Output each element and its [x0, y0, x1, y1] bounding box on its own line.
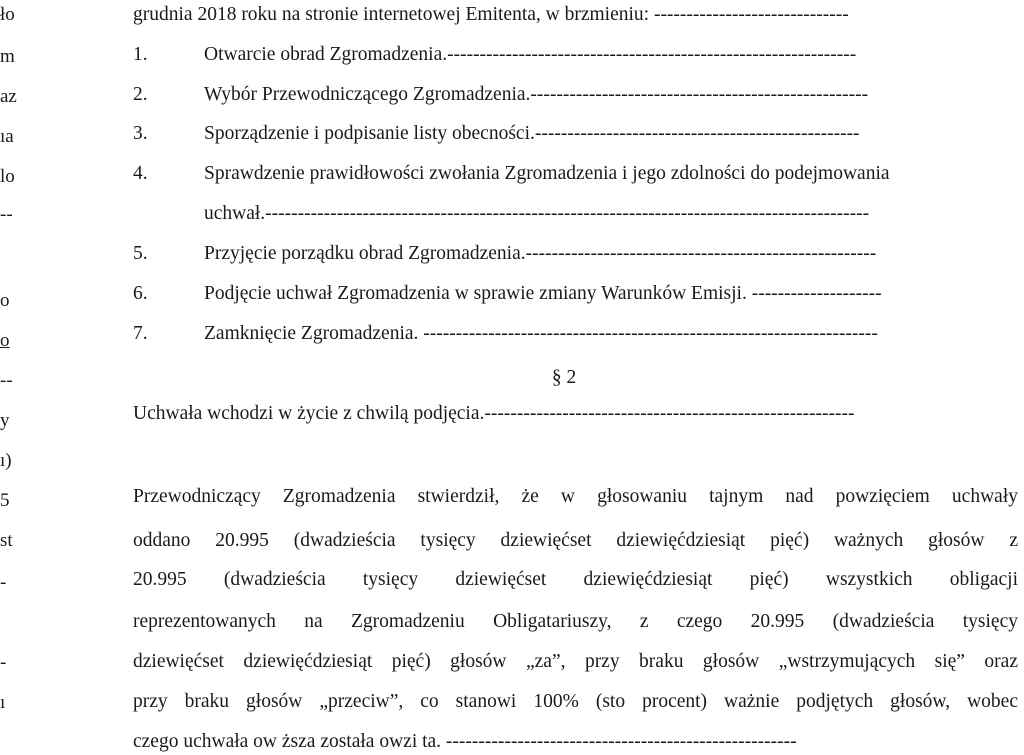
paragraph-line [133, 691, 1018, 713]
paragraph-line: czego uchwała ow ższa została owzi ta. ------------------------------------------------------ [133, 731, 797, 752]
margin-fragment: -- [0, 204, 13, 225]
paragraph-line [133, 486, 1018, 508]
agenda-item-number: 6. [133, 283, 148, 304]
agenda-item-text: Przyjęcie porządku obrad Zgromadzenia.------------------------------------------------------ [204, 243, 877, 264]
section-heading: § 2 [551, 367, 577, 388]
paragraph-line-text: dziewięćset dziewięćdziesiąt pięć) głosów „za”, przy braku głosów „wstrzymujących się” oraz [133, 651, 1018, 672]
paragraph-line [133, 651, 1018, 673]
intro-line: grudnia 2018 roku na stronie internetowej Emitenta, w brzmieniu: ------------------------------ [133, 4, 849, 25]
agenda-item-text: Sprawdzenie prawidłowości zwołania Zgromadzenia i jego zdolności do podejmowania [204, 163, 890, 184]
margin-fragment: o [0, 290, 10, 311]
margin-fragment: y [0, 410, 10, 431]
agenda-item-text: Otwarcie obrad Zgromadzenia.--------------------------------------------------------------- [204, 44, 857, 65]
paragraph-line-text: reprezentowanych na Zgromadzeniu Obligatariuszy, z czego 20.995 (dwadzieścia tysięcy [133, 611, 1018, 632]
paragraph-line-text: Przewodniczący Zgromadzenia stwierdził, że w głosowaniu tajnym nad powzięciem uchwały [133, 486, 1018, 507]
agenda-item-text: uchwał.--------------------------------------------------------------------------------------------- [204, 203, 870, 224]
margin-fragment: az [0, 86, 17, 107]
resolution-effect-line: Uchwała wchodzi w życie z chwilą podjęcia.--------------------------------------------------------- [133, 403, 855, 424]
paragraph-line [133, 530, 1018, 552]
margin-fragment: o [0, 330, 10, 351]
margin-fragment: st [0, 530, 13, 551]
margin-fragment: - [0, 572, 7, 593]
agenda-item-number: 3. [133, 123, 148, 144]
agenda-item-text: Sporządzenie i podpisanie listy obecności.-------------------------------------------------- [204, 123, 860, 144]
margin-fragment: ı [0, 692, 6, 713]
paragraph-line-text: oddano 20.995 (dwadzieścia tysięcy dziewięćset dziewięćdziesiąt pięć) ważnych głosów z [133, 530, 1018, 551]
margin-fragment: - [0, 652, 7, 673]
margin-fragment: ı) [0, 450, 12, 471]
paragraph-line-text: 20.995 (dwadzieścia tysięcy dziewięćset dziewięćdziesiąt pięć) wszystkich obligacji [133, 569, 1018, 590]
agenda-item-text: Wybór Przewodniczącego Zgromadzenia.---------------------------------------------------- [204, 84, 869, 105]
agenda-item-text: Zamknięcie Zgromadzenia. ---------------------------------------------------------------------- [204, 323, 878, 344]
agenda-item-number: 4. [133, 163, 148, 184]
margin-fragment: ło [0, 4, 15, 25]
margin-fragment: -- [0, 370, 13, 391]
margin-fragment: 5 [0, 490, 10, 511]
margin-fragment: ıa [0, 126, 14, 147]
paragraph-line [133, 569, 1018, 591]
agenda-item-number: 5. [133, 243, 148, 264]
agenda-item-number: 2. [133, 84, 148, 105]
agenda-item-number: 7. [133, 323, 148, 344]
margin-fragment: m [0, 46, 15, 67]
agenda-item-number: 1. [133, 44, 148, 65]
paragraph-line [133, 611, 1018, 633]
margin-fragment: lo [0, 166, 15, 187]
agenda-item-text: Podjęcie uchwał Zgromadzenia w sprawie zmiany Warunków Emisji. -------------------- [204, 283, 882, 304]
paragraph-line-text: przy braku głosów „przeciw”, co stanowi 100% (sto procent) ważnie podjętych głosów, wobec [133, 691, 1018, 712]
